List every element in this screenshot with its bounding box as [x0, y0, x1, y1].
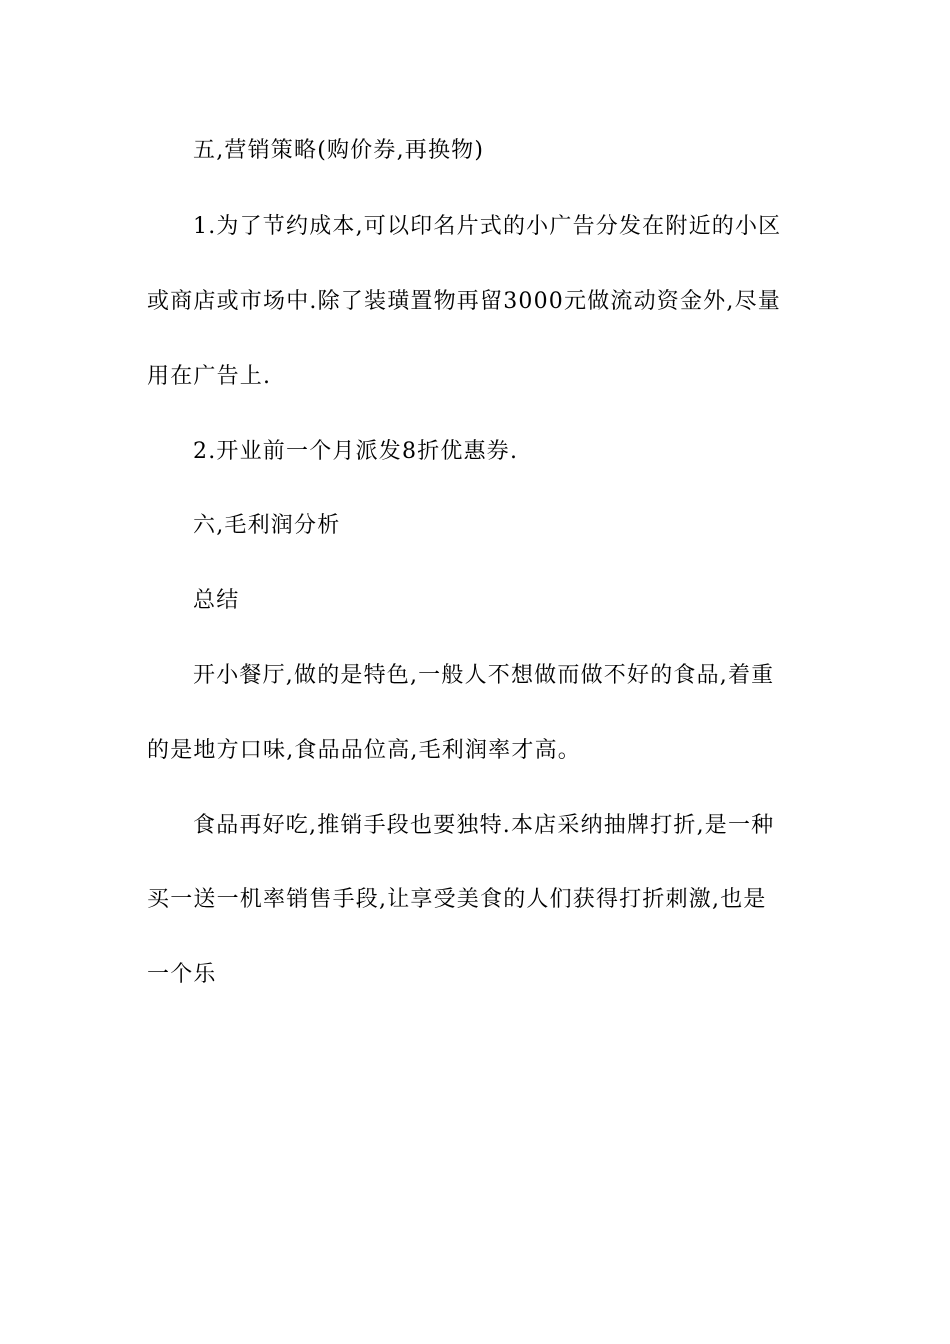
paragraph-line: 或商店或市场中.除了装璜置物再留3000元做流动资金外,尽量	[147, 289, 781, 314]
paragraph-line: 食品再好吃,推销手段也要独特.本店采纳抽牌打折,是一种	[193, 813, 775, 838]
paragraph-line: 1.为了节约成本,可以印名片式的小广告分发在附近的小区	[193, 214, 782, 239]
section-heading-marketing: 五,营销策略(购价券,再换物)	[193, 138, 485, 163]
paragraph-line: 用在广告上.	[147, 364, 272, 389]
section-heading-summary: 总结	[193, 588, 240, 613]
paragraph-line: 开小餐厅,做的是特色,一般人不想做而做不好的食品,着重	[193, 663, 775, 688]
paragraph-line: 的是地方口味,食品品位高,毛利润率才高。	[147, 738, 581, 763]
section-heading-profit: 六,毛利润分析	[193, 513, 341, 538]
paragraph-line: 2.开业前一个月派发8折优惠券.	[193, 439, 519, 464]
paragraph-line: 买一送一机率销售手段,让享受美食的人们获得打折刺激,也是	[147, 887, 767, 912]
paragraph-line: 一个乐	[147, 962, 217, 987]
